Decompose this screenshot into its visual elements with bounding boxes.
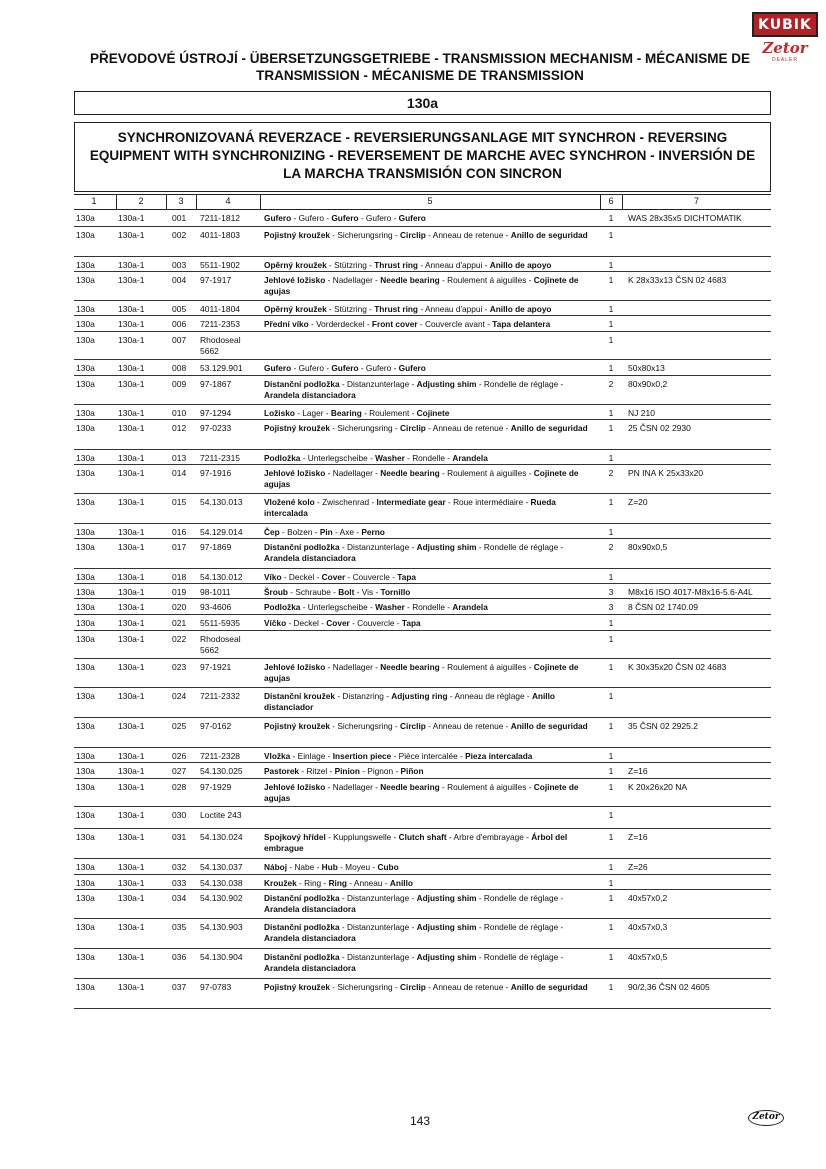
table-row (74, 360, 771, 376)
cell-note: 40x57x0,5 (628, 952, 668, 962)
cell-f: 130a-1 (118, 497, 145, 507)
cell-g: 130a (76, 662, 95, 672)
table-row (74, 257, 771, 272)
cell-f: 130a-1 (118, 468, 145, 478)
cell-f: 130a-1 (118, 602, 145, 612)
cell-desc: Přední víko - Vorderdeckel - Front cover - Couvercle avant - Tapa delantera (264, 319, 551, 329)
cell-desc: Gufero - Gufero - Gufero - Gufero - Gufero (264, 213, 426, 223)
table-row (74, 332, 771, 360)
cell-part: 7211-1812 (200, 213, 241, 223)
page-title (80, 50, 760, 84)
cell-pos: 035 (172, 922, 187, 932)
table-row (74, 420, 771, 450)
cell-part: 4011-1803 (200, 230, 241, 240)
cell-g: 130a (76, 408, 95, 418)
cell-pos: 024 (172, 691, 187, 701)
cell-part: 97-0233 (200, 423, 232, 433)
cell-qty: 1 (608, 618, 614, 628)
cell-pos: 016 (172, 527, 187, 537)
cell-g: 130a (76, 304, 95, 314)
cell-g: 130a (76, 832, 95, 842)
cell-f: 130a-1 (118, 691, 145, 701)
cell-qty: 1 (608, 319, 614, 329)
cell-qty: 1 (608, 893, 614, 903)
cell-g: 130a (76, 862, 95, 872)
table-row (74, 763, 771, 779)
cell-f: 130a-1 (118, 335, 145, 345)
cell-part: 7211-2353 (200, 319, 241, 329)
cell-f: 130a-1 (118, 751, 145, 761)
cell-g: 130a (76, 721, 95, 731)
cell-part: 97-1867 (200, 379, 232, 389)
table-row (74, 779, 771, 807)
cell-desc: Pastorek - Ritzel - Pinion - Pignon - Piñon (264, 766, 424, 776)
cell-g: 130a (76, 810, 95, 820)
cell-pos: 025 (172, 721, 187, 731)
cell-qty: 1 (608, 363, 614, 373)
cell-pos: 028 (172, 782, 187, 792)
cell-part: 97-1929 (200, 782, 232, 792)
table-row (74, 316, 771, 332)
cell-g: 130a (76, 335, 95, 345)
cell-f: 130a-1 (118, 527, 145, 537)
cell-g: 130a (76, 230, 95, 240)
cell-qty: 1 (608, 634, 614, 644)
section-heading-line3: LA MARCHA TRANSMISIÓN CON SINCRON (283, 166, 562, 181)
table-row (74, 875, 771, 890)
cell-part: 54.130.024 (200, 832, 243, 842)
cell-qty: 1 (608, 453, 614, 463)
cell-g: 130a (76, 751, 95, 761)
cell-pos: 021 (172, 618, 187, 628)
cell-part: 97-0783 (200, 982, 232, 992)
column-header-4: 4 (225, 196, 231, 206)
cell-note: 50x80x13 (628, 363, 665, 373)
cell-pos: 033 (172, 878, 187, 888)
cell-qty: 2 (608, 379, 614, 389)
column-header-2: 2 (138, 196, 144, 206)
cell-note: 80x90x0,2 (628, 379, 668, 389)
cell-note: K 20x26x20 NA (628, 782, 688, 792)
cell-part: 97-1294 (200, 408, 232, 418)
table-row (74, 659, 771, 688)
cell-part: 7211-2328 (200, 751, 241, 761)
cell-qty: 1 (608, 751, 614, 761)
cell-desc: Distanční podložka - Distanzunterlage - Adjusting shim - Rondelle de réglage - Arandela distanciadora (264, 893, 564, 914)
cell-g: 130a (76, 618, 95, 628)
cell-f: 130a-1 (118, 766, 145, 776)
cell-desc: Jehlové ložisko - Nadellager - Needle bearing - Roulement á aiguilles - Cojinete de agujas (264, 275, 579, 296)
cell-part: 4011-1804 (200, 304, 241, 314)
table-row (74, 301, 771, 316)
cell-part: 54.130.903 (200, 922, 243, 932)
cell-f: 130a-1 (118, 893, 145, 903)
cell-part: 54.130.904 (200, 952, 243, 962)
cell-qty: 1 (608, 423, 614, 433)
page-title-line1: PŘEVODOVÉ ÚSTROJÍ - ÜBERSETZUNGSGETRIEBE - TRANSMISSION MECHANISM - MÉCANISME DE (89, 51, 751, 66)
cell-desc: Jehlové ložisko - Nadellager - Needle bearing - Roulement á aiguilles - Cojinete de agujas (264, 662, 579, 683)
table-row (74, 539, 771, 569)
table-row (74, 859, 771, 875)
cell-pos: 036 (172, 952, 187, 962)
cell-qty: 3 (608, 602, 614, 612)
cell-part: Rhodoseal 5662 (200, 634, 241, 655)
cell-f: 130a-1 (118, 782, 145, 792)
cell-f: 130a-1 (118, 878, 145, 888)
table-row (74, 615, 771, 631)
cell-g: 130a (76, 260, 95, 270)
table-row (74, 979, 771, 1009)
cell-note: 25 ČSN 02 2930 (628, 423, 691, 433)
cell-part: 7211-2332 (200, 691, 241, 701)
cell-f: 130a-1 (118, 304, 145, 314)
cell-qty: 1 (608, 832, 614, 842)
table-row (74, 599, 771, 615)
cell-g: 130a (76, 527, 95, 537)
cell-f: 130a-1 (118, 587, 145, 597)
cell-part: 54.129.014 (200, 527, 243, 537)
cell-f: 130a-1 (118, 423, 145, 433)
cell-desc: Víko - Deckel - Cover - Couvercle - Tapa (264, 572, 417, 582)
cell-desc: Distanční kroužek - Distanzring - Adjusting ring - Anneau de réglage - Anillo distanciador (264, 691, 555, 712)
section-heading-line2: EQUIPMENT WITH SYNCHRONIZING - REVERSEMENT DE MARCHE AVEC SYNCHRON - INVERSIÓN DE (89, 148, 756, 163)
table-row (74, 494, 771, 524)
logo-partner: Zetor (762, 39, 808, 57)
table-row (74, 524, 771, 539)
cell-pos: 004 (172, 275, 187, 285)
cell-desc: Čep - Bolzen - Pin - Axe - Perno (264, 527, 385, 537)
cell-note: Z=16 (628, 766, 648, 776)
zetor-footer-logo: Zetor (748, 1110, 784, 1126)
table-row (74, 376, 771, 405)
cell-pos: 006 (172, 319, 187, 329)
cell-f: 130a-1 (118, 721, 145, 731)
cell-f: 130a-1 (118, 922, 145, 932)
cell-g: 130a (76, 453, 95, 463)
cell-note: NJ 210 (628, 408, 655, 418)
cell-part: Rhodoseal 5662 (200, 335, 241, 356)
cell-note: PN INA K 25x33x20 (628, 468, 704, 478)
cell-f: 130a-1 (118, 213, 145, 223)
cell-pos: 010 (172, 408, 187, 418)
cell-qty: 1 (608, 408, 614, 418)
column-header-7: 7 (693, 196, 699, 206)
cell-part: 97-1921 (200, 662, 232, 672)
cell-note: 90/2,36 ČSN 02 4605 (628, 982, 710, 992)
cell-part: 54.130.038 (200, 878, 243, 888)
cell-g: 130a (76, 782, 95, 792)
cell-qty: 1 (608, 213, 614, 223)
cell-f: 130a-1 (118, 260, 145, 270)
cell-qty: 1 (608, 782, 614, 792)
cell-qty: 1 (608, 982, 614, 992)
cell-note: M8x16 ISO 4017-M8x16-5.6-A4L (628, 587, 753, 597)
cell-desc: Distanční podložka - Distanzunterlage - Adjusting shim - Rondelle de réglage - Arandela distanciadora (264, 952, 564, 973)
page-title-line2: TRANSMISSION - MÉCANISME DE TRANSMISSION (256, 68, 584, 83)
table-row (74, 718, 771, 748)
cell-pos: 017 (172, 542, 187, 552)
table-row (74, 450, 771, 465)
kubik-zetor-logo (752, 12, 818, 63)
cell-qty: 1 (608, 862, 614, 872)
cell-qty: 1 (608, 304, 614, 314)
table-row (74, 210, 771, 227)
cell-qty: 1 (608, 662, 614, 672)
cell-qty: 1 (608, 922, 614, 932)
cell-part: 97-1916 (200, 468, 232, 478)
cell-desc: Jehlové ložisko - Nadellager - Needle bearing - Roulement á aiguilles - Cojinete de agujas (264, 782, 579, 803)
cell-qty: 1 (608, 766, 614, 776)
cell-g: 130a (76, 275, 95, 285)
cell-f: 130a-1 (118, 275, 145, 285)
cell-pos: 002 (172, 230, 187, 240)
cell-g: 130a (76, 878, 95, 888)
cell-qty: 2 (608, 542, 614, 552)
cell-qty: 1 (608, 275, 614, 285)
cell-desc: Opěrný kroužek - Stützring - Thrust ring - Anneau d'appui - Anillo de apoyo (264, 304, 552, 314)
cell-g: 130a (76, 766, 95, 776)
cell-desc: Podložka - Unterlegscheibe - Washer - Rondelle - Arandela (264, 453, 488, 463)
cell-f: 130a-1 (118, 408, 145, 418)
cell-qty: 1 (608, 721, 614, 731)
cell-part: 97-1917 (200, 275, 232, 285)
cell-f: 130a-1 (118, 542, 145, 552)
column-header-row (74, 194, 771, 210)
cell-g: 130a (76, 572, 95, 582)
cell-part: 5511-5935 (200, 618, 241, 628)
table-row (74, 807, 771, 829)
cell-pos: 027 (172, 766, 187, 776)
cell-g: 130a (76, 542, 95, 552)
cell-qty: 1 (608, 810, 614, 820)
cell-note: 80x90x0,5 (628, 542, 668, 552)
cell-desc: Ložisko - Lager - Bearing - Roulement - Cojinete (264, 408, 450, 418)
cell-desc: Vložka - Einlage - Insertion piece - Pièce intercalée - Pieza intercalada (264, 751, 533, 761)
cell-g: 130a (76, 602, 95, 612)
cell-qty: 3 (608, 587, 614, 597)
cell-g: 130a (76, 423, 95, 433)
cell-pos: 023 (172, 662, 187, 672)
cell-part: 53.129.901 (200, 363, 243, 373)
cell-part: 54.130.025 (200, 766, 243, 776)
cell-pos: 034 (172, 893, 187, 903)
parts-table (74, 210, 771, 1009)
table-row (74, 405, 771, 420)
table-row (74, 465, 771, 494)
cell-pos: 019 (172, 587, 187, 597)
group-number: 130a (74, 91, 771, 115)
cell-f: 130a-1 (118, 572, 145, 582)
table-row (74, 949, 771, 979)
cell-desc: Spojkový hřídel - Kupplungswelle - Clutch shaft - Arbre d'embrayage - Árbol del embrague (264, 832, 568, 853)
cell-g: 130a (76, 213, 95, 223)
cell-f: 130a-1 (118, 379, 145, 389)
cell-part: 54.130.012 (200, 572, 243, 582)
cell-pos: 020 (172, 602, 187, 612)
cell-g: 130a (76, 893, 95, 903)
cell-f: 130a-1 (118, 634, 145, 644)
cell-f: 130a-1 (118, 832, 145, 842)
cell-desc: Šroub - Schraube - Bolt - Vis - Tornillo (264, 587, 411, 597)
cell-note: Z=26 (628, 862, 648, 872)
table-row (74, 829, 771, 859)
cell-desc: Jehlové ložisko - Nadellager - Needle bearing - Roulement á aiguilles - Cojinete de agujas (264, 468, 579, 489)
cell-pos: 008 (172, 363, 187, 373)
column-header-5: 5 (427, 196, 433, 206)
table-row (74, 227, 771, 257)
table-row (74, 584, 771, 599)
cell-part: Loctite 243 (200, 810, 242, 820)
cell-g: 130a (76, 982, 95, 992)
cell-desc: Kroužek - Ring - Ring - Anneau - Anillo (264, 878, 413, 888)
logo-brand: KUBIK (752, 12, 818, 37)
cell-pos: 030 (172, 810, 187, 820)
cell-qty: 2 (608, 468, 614, 478)
cell-part: 5511-1902 (200, 260, 241, 270)
cell-g: 130a (76, 497, 95, 507)
cell-g: 130a (76, 468, 95, 478)
cell-pos: 003 (172, 260, 187, 270)
cell-f: 130a-1 (118, 982, 145, 992)
cell-qty: 1 (608, 335, 614, 345)
cell-f: 130a-1 (118, 952, 145, 962)
table-row (74, 919, 771, 949)
cell-qty: 1 (608, 691, 614, 701)
cell-qty: 1 (608, 527, 614, 537)
cell-note: Z=20 (628, 497, 648, 507)
cell-qty: 1 (608, 952, 614, 962)
column-header-6: 6 (608, 196, 614, 206)
cell-note: Z=16 (628, 832, 648, 842)
cell-pos: 007 (172, 335, 187, 345)
cell-pos: 005 (172, 304, 187, 314)
cell-note: 40x57x0,2 (628, 893, 668, 903)
cell-pos: 012 (172, 423, 187, 433)
cell-pos: 014 (172, 468, 187, 478)
cell-qty: 1 (608, 260, 614, 270)
cell-qty: 1 (608, 572, 614, 582)
cell-g: 130a (76, 363, 95, 373)
section-heading-line1: SYNCHRONIZOVANÁ REVERZACE - REVERSIERUNGSANLAGE MIT SYNCHRON - REVERSING (117, 130, 728, 145)
cell-part: 54.130.013 (200, 497, 243, 507)
logo-sub: DEALER (771, 57, 798, 63)
cell-g: 130a (76, 379, 95, 389)
cell-part: 54.130.037 (200, 862, 243, 872)
cell-desc: Pojistný kroužek - Sicherungsring - Circlip - Anneau de retenue - Anillo de seguridad (264, 230, 588, 240)
cell-desc: Distanční podložka - Distanzunterlage - Adjusting shim - Rondelle de réglage - Arandela distanciadora (264, 379, 564, 400)
cell-desc: Podložka - Unterlegscheibe - Washer - Rondelle - Arandela (264, 602, 488, 612)
cell-part: 93-4606 (200, 602, 232, 612)
cell-pos: 015 (172, 497, 187, 507)
cell-f: 130a-1 (118, 618, 145, 628)
cell-g: 130a (76, 319, 95, 329)
table-row (74, 569, 771, 584)
cell-g: 130a (76, 587, 95, 597)
cell-desc: Vložené kolo - Zwischenrad - Intermediate gear - Roue intermédiaire - Rueda intercalada (264, 497, 556, 518)
cell-g: 130a (76, 952, 95, 962)
cell-desc: Víčko - Deckel - Cover - Couvercle - Tapa (264, 618, 421, 628)
cell-note: 35 ČSN 02 2925.2 (628, 721, 698, 731)
cell-note: 40x57x0,3 (628, 922, 668, 932)
cell-pos: 022 (172, 634, 187, 644)
cell-pos: 037 (172, 982, 187, 992)
cell-pos: 001 (172, 213, 187, 223)
cell-f: 130a-1 (118, 453, 145, 463)
cell-pos: 026 (172, 751, 187, 761)
cell-note: 8 ČSN 02 1740.09 (628, 602, 698, 612)
page-number: 143 (409, 1114, 431, 1128)
cell-part: 54.130.902 (200, 893, 243, 903)
cell-desc: Distanční podložka - Distanzunterlage - Adjusting shim - Rondelle de réglage - Arandela distanciadora (264, 542, 564, 563)
column-header-1: 1 (91, 196, 97, 206)
cell-desc: Opěrný kroužek - Stützring - Thrust ring - Anneau d'appui - Anillo de apoyo (264, 260, 552, 270)
table-row (74, 688, 771, 718)
cell-g: 130a (76, 634, 95, 644)
cell-pos: 031 (172, 832, 187, 842)
cell-f: 130a-1 (118, 363, 145, 373)
cell-part: 98-1011 (200, 587, 231, 597)
column-header-3: 3 (178, 196, 184, 206)
cell-pos: 009 (172, 379, 187, 389)
cell-pos: 018 (172, 572, 187, 582)
cell-part: 97-0162 (200, 721, 232, 731)
cell-f: 130a-1 (118, 810, 145, 820)
cell-part: 97-1869 (200, 542, 232, 552)
table-row (74, 631, 771, 659)
cell-desc: Gufero - Gufero - Gufero - Gufero - Gufero (264, 363, 426, 373)
cell-desc: Náboj - Nabe - Hub - Moyeu - Cubo (264, 862, 399, 872)
cell-pos: 032 (172, 862, 187, 872)
cell-pos: 013 (172, 453, 187, 463)
cell-desc: Pojistný kroužek - Sicherungsring - Circlip - Anneau de retenue - Anillo de seguridad (264, 982, 588, 992)
table-row (74, 890, 771, 919)
table-row (74, 272, 771, 301)
cell-note: K 28x33x13 ČSN 02 4683 (628, 275, 727, 285)
cell-f: 130a-1 (118, 230, 145, 240)
cell-f: 130a-1 (118, 862, 145, 872)
cell-note: K 30x35x20 ČSN 02 4683 (628, 662, 727, 672)
cell-desc: Pojistný kroužek - Sicherungsring - Circlip - Anneau de retenue - Anillo de seguridad (264, 721, 588, 731)
cell-qty: 1 (608, 497, 614, 507)
cell-qty: 1 (608, 230, 614, 240)
cell-part: 7211-2315 (200, 453, 241, 463)
cell-qty: 1 (608, 878, 614, 888)
cell-note: WAS 28x35x5 DICHTOMATIK (628, 213, 742, 223)
cell-desc: Pojistný kroužek - Sicherungsring - Circlip - Anneau de retenue - Anillo de seguridad (264, 423, 588, 433)
section-heading (74, 122, 771, 192)
table-row (74, 748, 771, 763)
cell-g: 130a (76, 691, 95, 701)
cell-f: 130a-1 (118, 662, 145, 672)
cell-f: 130a-1 (118, 319, 145, 329)
cell-desc: Distanční podložka - Distanzunterlage - Adjusting shim - Rondelle de réglage - Arandela distanciadora (264, 922, 564, 943)
cell-g: 130a (76, 922, 95, 932)
